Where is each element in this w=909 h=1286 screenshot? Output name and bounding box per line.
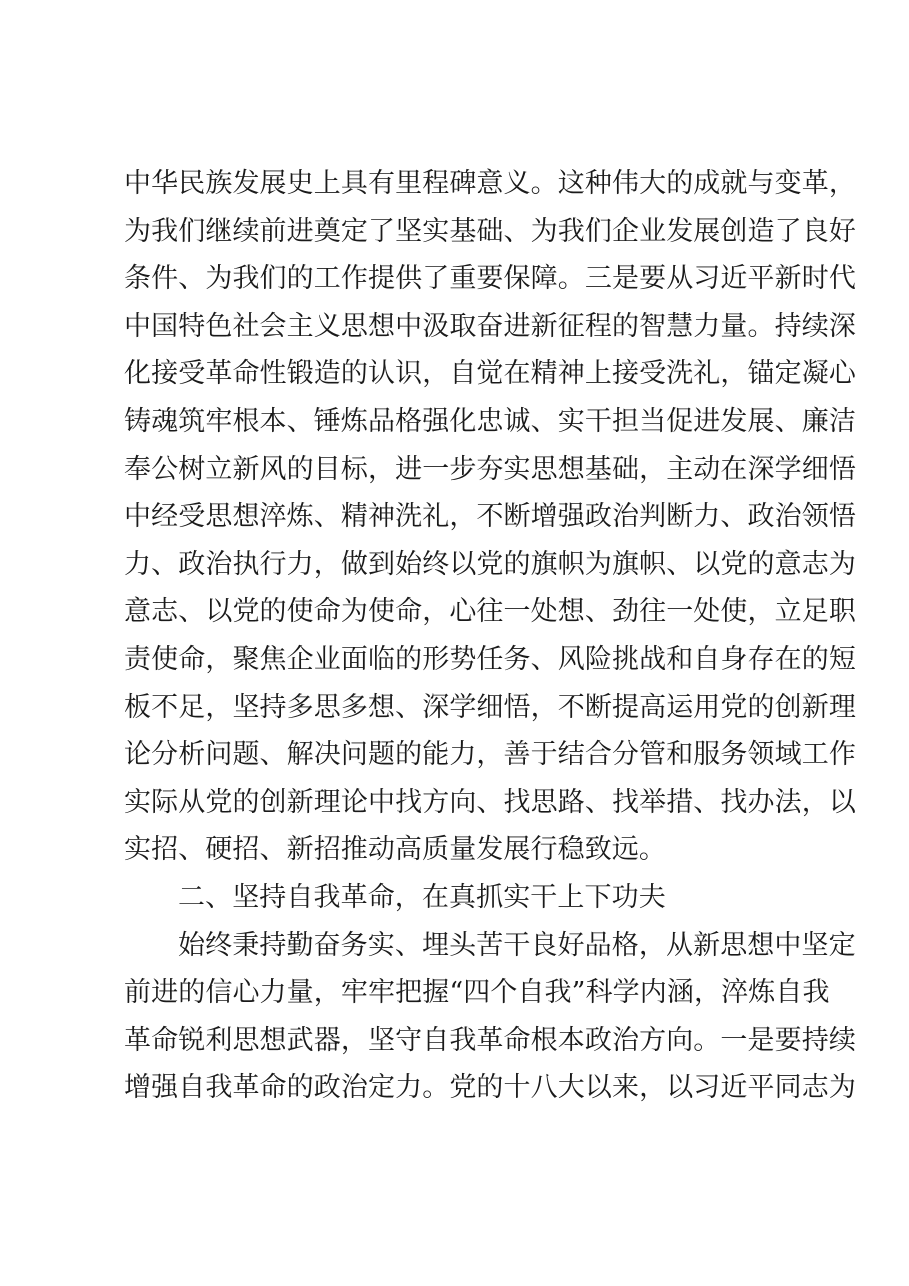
section-heading: 二、坚持自我革命，在真抓实干上下功夫	[178, 881, 666, 913]
text-line: 中 国 特 色 社 会 主 义 思 想 中 汲 取 奋 进 新 征 程 的 智 慧 力 量 。 持 续 深	[124, 310, 856, 342]
text-line: 革 命 锐 利 思 想 武 器 ， 坚 守 自 我 革 命 根 本 政 治 方 向 。 一 是 要 持 续	[124, 1024, 856, 1056]
text-line: 中 经 受 思 想 淬 炼 、 精 神 洗 礼 ， 不 断 增 强 政 治 判 断 力 、 政 治 领 悟	[124, 501, 856, 533]
text-line: 铸 魂 筑 牢 根 本 、 锤 炼 品 格 强 化 忠 诚 、 实 干 担 当 促 进 发 展 、 廉 洁	[124, 405, 856, 437]
text-line: 论 分 析 问 题 、 解 决 问 题 的 能 力 ， 善 于 结 合 分 管 和 服 务 领 域 工 作	[124, 739, 856, 771]
text-line: 中 华 民 族 发 展 史 上 具 有 里 程 碑 意 义 。 这 种 伟 大 的 成 就 与 变 革 ，	[124, 168, 856, 199]
text-line: 实招、硬招、新招推动高质量发展行稳致远。	[124, 834, 666, 866]
text-line: 增 强 自 我 革 命 的 政 治 定 力 。 党 的 十 八 大 以 来 ， 以 习 近 平 同 志 为	[124, 1072, 856, 1104]
document-body	[124, 160, 856, 1112]
text-line: 奉 公 树 立 新 风 的 目 标 ， 进 一 步 夯 实 思 想 基 础 ， 主 动 在 深 学 细 悟	[124, 453, 856, 485]
text-line: 力 、 政 治 执 行 力 ， 做 到 始 终 以 党 的 旗 帜 为 旗 帜 、 以 党 的 意 志 为	[124, 548, 856, 580]
text-line: 始 终 秉 持 勤 奋 务 实 、 埋 头 苦 干 良 好 品 格 ， 从 新 思 想 中 坚 定	[178, 929, 856, 961]
text-line: 板 不 足 ， 坚 持 多 思 多 想 、 深 学 细 悟 ， 不 断 提 高 运 用 党 的 创 新 理	[124, 691, 856, 723]
text-line: 责 使 命 ， 聚 焦 企 业 面 临 的 形 势 任 务 、 风 险 挑 战 和 自 身 存 在 的 短	[124, 643, 856, 675]
text-line: 实 际 从 党 的 创 新 理 论 中 找 方 向 、 找 思 路 、 找 举 措 、 找 办 法 ， 以	[124, 786, 856, 818]
text-line: 化 接 受 革 命 性 锻 造 的 认 识 ， 自 觉 在 精 神 上 接 受 洗 礼 ， 锚 定 凝 心	[124, 358, 856, 390]
text-line: 前 进 的 信 心 力 量 ， 牢 牢 把 握 “ 四 个 自 我 ” 科 学 内 涵 ， 淬 炼 自 我	[124, 977, 830, 1009]
text-line: 为 我 们 继 续 前 进 奠 定 了 坚 实 基 础 、 为 我 们 企 业 发 展 创 造 了 良 好	[124, 215, 856, 247]
text-line: 条 件 、 为 我 们 的 工 作 提 供 了 重 要 保 障 。 三 是 要 从 习 近 平 新 时 代	[124, 263, 856, 295]
text-line: 意 志 、 以 党 的 使 命 为 使 命 ， 心 往 一 处 想 、 劲 往 一 处 使 ， 立 足 职	[124, 596, 856, 628]
